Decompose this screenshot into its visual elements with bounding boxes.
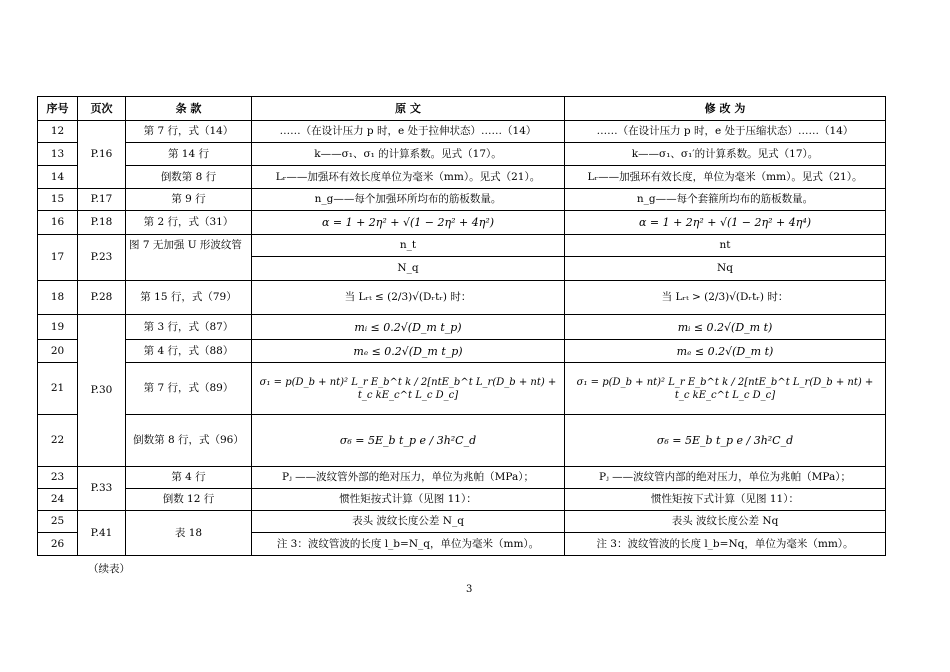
row-no: 19 bbox=[38, 315, 78, 340]
continued-note: （续表） bbox=[88, 563, 130, 575]
row-clause: 第 4 行，式（88） bbox=[126, 340, 252, 363]
header-clause: 条 款 bbox=[126, 97, 252, 121]
table-row bbox=[38, 211, 886, 235]
row-page: P.16 bbox=[78, 121, 126, 189]
table-row bbox=[38, 315, 886, 340]
row-revised: 惯性矩按下式计算（见图 11）： bbox=[565, 489, 886, 511]
header-original: 原 文 bbox=[252, 97, 565, 121]
row-no: 21 bbox=[38, 363, 78, 415]
row-original-formula: σ₆ = 5E_b t_p e / 3h²C_d bbox=[252, 415, 565, 467]
row-revised: 注 3：波纹管波的长度 l_b=Nq，单位为毫米（mm）。 bbox=[565, 533, 886, 556]
row-page: P.41 bbox=[78, 511, 126, 556]
row-page: P.17 bbox=[78, 189, 126, 211]
row-revised-formula: σ₁ = p(D_b + nt)² L_r E_b^t k / 2[ntE_b^t L_r(D_b + nt) + t_c kE_c^t L_c D_c] bbox=[565, 363, 886, 415]
page-number: 3 bbox=[466, 584, 473, 595]
row-revised-formula: mₑ ≤ 0.2√(D_m t) bbox=[565, 340, 886, 363]
row-no: 22 bbox=[38, 415, 78, 467]
row-clause: 倒数第 8 行 bbox=[126, 166, 252, 189]
row-original-formula: mₑ ≤ 0.2√(D_m t_p) bbox=[252, 340, 565, 363]
row-page: P.28 bbox=[78, 281, 126, 315]
row-clause: 第 2 行，式（31） bbox=[126, 211, 252, 235]
row-original: Pⱼ ——波纹管外部的绝对压力，单位为兆帕（MPa）； bbox=[252, 467, 565, 489]
row-original: k——σ₁、σ₁ 的计算系数。见式（17）。 bbox=[252, 143, 565, 166]
row-revised-formula: mᵢ ≤ 0.2√(D_m t) bbox=[565, 315, 886, 340]
row-clause-empty bbox=[126, 257, 252, 281]
row-revised: n_g——每个套箍所均布的筋板数量。 bbox=[565, 189, 886, 211]
row-clause: 倒数 12 行 bbox=[126, 489, 252, 511]
row-page: P.33 bbox=[78, 467, 126, 511]
table-row bbox=[38, 489, 886, 511]
row-no: 24 bbox=[38, 489, 78, 511]
row-revised: Pⱼ ——波纹管内部的绝对压力，单位为兆帕（MPa）； bbox=[565, 467, 886, 489]
row-clause: 第 14 行 bbox=[126, 143, 252, 166]
row-no: 13 bbox=[38, 143, 78, 166]
row-revised: k——σ₁、σ₁′的计算系数。见式（17）。 bbox=[565, 143, 886, 166]
row-original: 注 3：波纹管波的长度 l_b=N_q，单位为毫米（mm）。 bbox=[252, 533, 565, 556]
row-revised: 表头 波纹长度公差 Nq bbox=[565, 511, 886, 533]
row-original-formula: mᵢ ≤ 0.2√(D_m t_p) bbox=[252, 315, 565, 340]
row-clause: 第 15 行，式（79） bbox=[126, 281, 252, 315]
row-original: n_g——每个加强环所均布的筋板数量。 bbox=[252, 189, 565, 211]
row-clause: 表 18 bbox=[126, 511, 252, 556]
revision-table-container bbox=[37, 96, 885, 556]
table-row bbox=[38, 257, 886, 281]
row-original-formula: 当 Lᵣₜ ≤ (2/3)√(Dᵣtᵣ) 时： bbox=[252, 281, 565, 315]
row-revised-b: Nq bbox=[565, 257, 886, 281]
row-no: 25 bbox=[38, 511, 78, 533]
row-revised: Lᵣ——加强环有效长度，单位为毫米（mm）。见式（21）。 bbox=[565, 166, 886, 189]
row-no: 20 bbox=[38, 340, 78, 363]
row-clause: 第 7 行，式（14） bbox=[126, 121, 252, 143]
row-revised-a: nt bbox=[565, 235, 886, 257]
table-row bbox=[38, 189, 886, 211]
header-revised: 修 改 为 bbox=[565, 97, 886, 121]
row-original: Lᵣ——加强环有效长度单位为毫米（mm）。见式（21）。 bbox=[252, 166, 565, 189]
row-original: 表头 波纹长度公差 N_q bbox=[252, 511, 565, 533]
row-revised-formula: 当 Lᵣₜ > (2/3)√(Dᵣtᵣ) 时： bbox=[565, 281, 886, 315]
row-no: 14 bbox=[38, 166, 78, 189]
table-row bbox=[38, 143, 886, 166]
table-header-row bbox=[38, 97, 886, 121]
table-row bbox=[38, 363, 886, 415]
row-clause: 第 4 行 bbox=[126, 467, 252, 489]
row-revised-formula: σ₆ = 5E_b t_p e / 3h²C_d bbox=[565, 415, 886, 467]
row-clause: 第 3 行，式（87） bbox=[126, 315, 252, 340]
row-page: P.30 bbox=[78, 315, 126, 467]
table-row bbox=[38, 467, 886, 489]
table-row bbox=[38, 340, 886, 363]
row-original: ……（在设计压力 p 时，e 处于拉伸状态）……（14） bbox=[252, 121, 565, 143]
row-clause: 第 9 行 bbox=[126, 189, 252, 211]
table-row bbox=[38, 235, 886, 257]
row-no: 26 bbox=[38, 533, 78, 556]
table-row bbox=[38, 121, 886, 143]
row-revised: ……（在设计压力 p 时，e 处于压缩状态）……（14） bbox=[565, 121, 886, 143]
row-original-b: N_q bbox=[252, 257, 565, 281]
row-original: 惯性矩按式计算（见图 11）： bbox=[252, 489, 565, 511]
table-row bbox=[38, 415, 886, 467]
row-no: 12 bbox=[38, 121, 78, 143]
row-clause: 第 7 行，式（89） bbox=[126, 363, 252, 415]
row-original-a: n_t bbox=[252, 235, 565, 257]
row-no: 18 bbox=[38, 281, 78, 315]
table-row bbox=[38, 281, 886, 315]
row-no: 23 bbox=[38, 467, 78, 489]
row-no: 15 bbox=[38, 189, 78, 211]
row-revised-formula: α = 1 + 2η² + √(1 − 2η² + 4η⁴) bbox=[565, 211, 886, 235]
row-clause: 倒数第 8 行，式（96） bbox=[126, 415, 252, 467]
header-no: 序号 bbox=[38, 97, 78, 121]
header-page: 页次 bbox=[78, 97, 126, 121]
row-clause: 图 7 无加强 U 形波纹管 bbox=[126, 235, 252, 257]
row-page: P.23 bbox=[78, 235, 126, 281]
revision-table bbox=[37, 96, 886, 556]
table-row bbox=[38, 166, 886, 189]
row-no: 17 bbox=[38, 235, 78, 281]
row-original-formula: α = 1 + 2η² + √(1 − 2η² + 4η²) bbox=[252, 211, 565, 235]
row-no: 16 bbox=[38, 211, 78, 235]
table-row bbox=[38, 511, 886, 533]
row-page: P.18 bbox=[78, 211, 126, 235]
row-original-formula: σ₁ = p(D_b + nt)² L_r E_b^t k / 2[ntE_b^t L_r(D_b + nt) + t_c kE_c^t L_c D_c] bbox=[252, 363, 565, 415]
